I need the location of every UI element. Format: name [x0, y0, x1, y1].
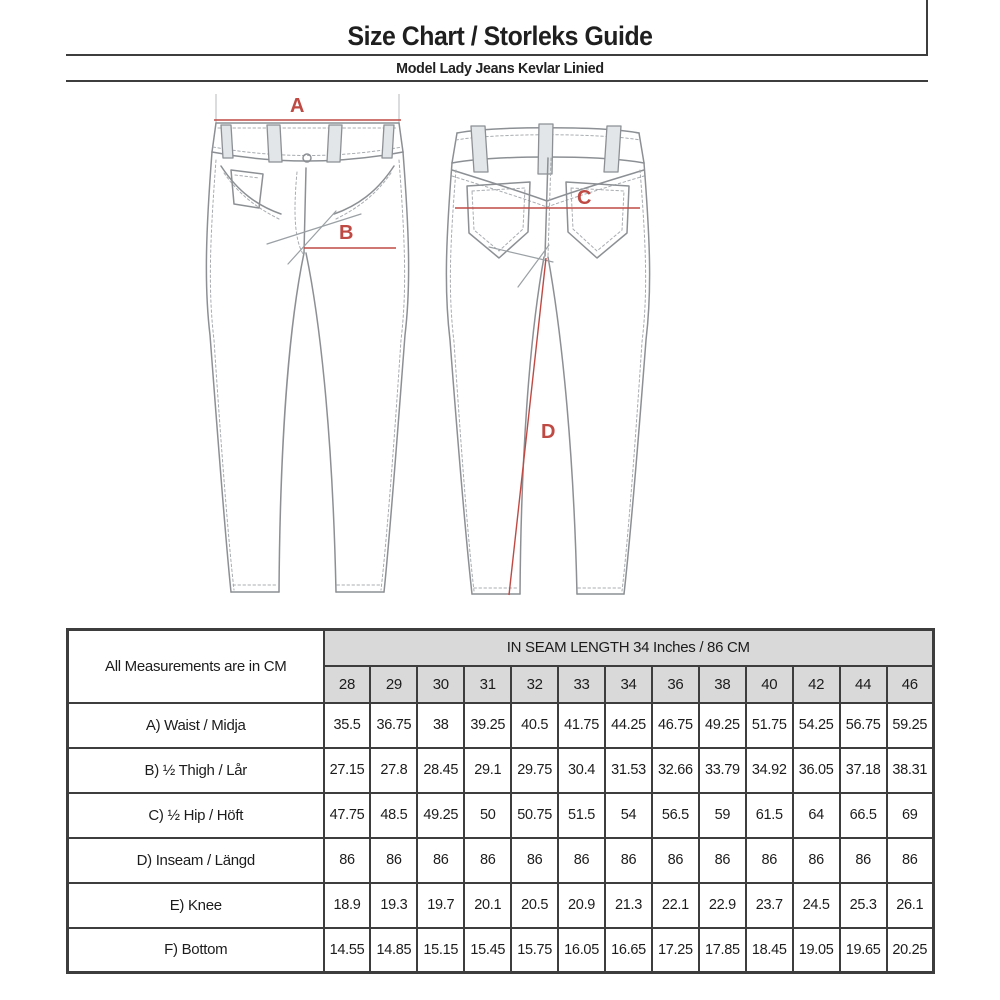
measurement-value-cell: 14.55 — [324, 928, 371, 973]
size-column-header: 38 — [699, 666, 746, 703]
measurement-value-cell: 31.53 — [605, 748, 652, 793]
page-title: Size Chart / Storleks Guide — [347, 21, 653, 51]
measurement-value-cell: 23.7 — [746, 883, 793, 928]
measurement-value-cell: 21.3 — [605, 883, 652, 928]
measurement-row-label: B) ½ Thigh / Lår — [68, 748, 324, 793]
measurement-value-cell: 86 — [887, 838, 934, 883]
measurement-value-cell: 86 — [417, 838, 464, 883]
measurement-value-cell: 32.66 — [652, 748, 699, 793]
measurement-value-cell: 86 — [699, 838, 746, 883]
measurement-value-cell: 54 — [605, 793, 652, 838]
measurement-value-cell: 54.25 — [793, 703, 840, 748]
measurement-row-label: A) Waist / Midja — [68, 703, 324, 748]
size-column-header: 46 — [887, 666, 934, 703]
measurement-unit-note: All Measurements are in CM — [68, 630, 324, 703]
size-column-header: 34 — [605, 666, 652, 703]
measurement-row-label: D) Inseam / Längd — [68, 838, 324, 883]
measurement-value-cell: 36.75 — [370, 703, 417, 748]
table-row — [68, 928, 934, 973]
measurement-value-cell: 26.1 — [887, 883, 934, 928]
measurement-value-cell: 17.85 — [699, 928, 746, 973]
measurement-value-cell: 41.75 — [558, 703, 605, 748]
measurement-value-cell: 86 — [652, 838, 699, 883]
measurement-value-cell: 28.45 — [417, 748, 464, 793]
table-header-row-inseam — [68, 630, 934, 666]
measurement-value-cell: 38 — [417, 703, 464, 748]
measurement-value-cell: 56.75 — [840, 703, 887, 748]
table-row — [68, 748, 934, 793]
size-column-header: 40 — [746, 666, 793, 703]
measurement-value-cell: 30.4 — [558, 748, 605, 793]
measurement-value-cell: 86 — [511, 838, 558, 883]
measurement-value-cell: 40.5 — [511, 703, 558, 748]
measurement-value-cell: 51.75 — [746, 703, 793, 748]
inseam-length-header: IN SEAM LENGTH 34 Inches / 86 CM — [324, 630, 934, 666]
measurement-value-cell: 86 — [793, 838, 840, 883]
subtitle-divider — [66, 80, 928, 82]
measurement-value-cell: 59.25 — [887, 703, 934, 748]
measurement-value-cell: 34.92 — [746, 748, 793, 793]
inseam-measure-line — [509, 258, 546, 595]
measurement-value-cell: 50.75 — [511, 793, 558, 838]
size-column-header: 30 — [417, 666, 464, 703]
measurement-value-cell: 86 — [370, 838, 417, 883]
measurement-row-label: E) Knee — [68, 883, 324, 928]
measurement-value-cell: 29.75 — [511, 748, 558, 793]
measurement-value-cell: 17.25 — [652, 928, 699, 973]
measurement-value-cell: 16.05 — [558, 928, 605, 973]
measurement-value-cell: 86 — [746, 838, 793, 883]
measurement-value-cell: 86 — [605, 838, 652, 883]
measurement-value-cell: 47.75 — [324, 793, 371, 838]
jeans-back-drawing — [446, 124, 649, 594]
title-divider — [66, 54, 928, 56]
measurement-value-cell: 66.5 — [840, 793, 887, 838]
jeans-front-drawing — [206, 94, 408, 592]
measurement-value-cell: 44.25 — [605, 703, 652, 748]
measurement-value-cell: 18.9 — [324, 883, 371, 928]
measurement-value-cell: 46.75 — [652, 703, 699, 748]
measurement-value-cell: 50 — [464, 793, 511, 838]
measurement-value-cell: 86 — [324, 838, 371, 883]
page-subtitle: Model Lady Jeans Kevlar Linied — [396, 60, 604, 77]
measurement-value-cell: 19.7 — [417, 883, 464, 928]
measurement-value-cell: 36.05 — [793, 748, 840, 793]
title-box-right-edge — [926, 0, 928, 56]
measurement-value-cell: 14.85 — [370, 928, 417, 973]
measurement-row-label: C) ½ Hip / Höft — [68, 793, 324, 838]
measurement-value-cell: 20.5 — [511, 883, 558, 928]
measurement-value-cell: 15.45 — [464, 928, 511, 973]
label-c-hip: C — [577, 187, 592, 209]
measurement-value-cell: 20.25 — [887, 928, 934, 973]
measurement-value-cell: 25.3 — [840, 883, 887, 928]
measurement-value-cell: 86 — [464, 838, 511, 883]
size-column-header: 42 — [793, 666, 840, 703]
table-row — [68, 838, 934, 883]
measurement-value-cell: 22.1 — [652, 883, 699, 928]
measurement-value-cell: 18.45 — [746, 928, 793, 973]
table-body — [68, 703, 934, 973]
size-column-header: 29 — [370, 666, 417, 703]
size-table — [66, 628, 935, 974]
size-column-header: 28 — [324, 666, 371, 703]
measurement-value-cell: 64 — [793, 793, 840, 838]
measurement-value-cell: 19.65 — [840, 928, 887, 973]
measurement-value-cell: 61.5 — [746, 793, 793, 838]
measurement-value-cell: 48.5 — [370, 793, 417, 838]
measurement-value-cell: 20.1 — [464, 883, 511, 928]
measurement-value-cell: 38.31 — [887, 748, 934, 793]
measurement-value-cell: 15.75 — [511, 928, 558, 973]
table-row — [68, 793, 934, 838]
size-column-header: 44 — [840, 666, 887, 703]
measurement-value-cell: 19.05 — [793, 928, 840, 973]
back-measurement-marks — [455, 187, 640, 595]
front-measurement-marks — [214, 95, 401, 248]
measurement-value-cell: 51.5 — [558, 793, 605, 838]
label-d-inseam: D — [541, 421, 556, 443]
measurement-value-cell: 20.9 — [558, 883, 605, 928]
label-a-waist: A — [290, 95, 305, 117]
measurement-value-cell: 86 — [840, 838, 887, 883]
label-b-thigh: B — [339, 222, 354, 244]
measurement-value-cell: 37.18 — [840, 748, 887, 793]
measurement-value-cell: 22.9 — [699, 883, 746, 928]
measurement-value-cell: 27.15 — [324, 748, 371, 793]
size-column-header: 36 — [652, 666, 699, 703]
measurement-value-cell: 49.25 — [417, 793, 464, 838]
measurement-value-cell: 69 — [887, 793, 934, 838]
measurement-value-cell: 29.1 — [464, 748, 511, 793]
measurement-value-cell: 27.8 — [370, 748, 417, 793]
size-column-header: 32 — [511, 666, 558, 703]
size-column-header: 33 — [558, 666, 605, 703]
measurement-value-cell: 33.79 — [699, 748, 746, 793]
measurement-value-cell: 15.15 — [417, 928, 464, 973]
jeans-button — [303, 154, 311, 162]
measurement-value-cell: 19.3 — [370, 883, 417, 928]
measurement-value-cell: 56.5 — [652, 793, 699, 838]
measurement-value-cell: 59 — [699, 793, 746, 838]
size-column-header: 31 — [464, 666, 511, 703]
table-row — [68, 703, 934, 748]
measurement-value-cell: 24.5 — [793, 883, 840, 928]
measurement-value-cell: 16.65 — [605, 928, 652, 973]
measurement-value-cell: 35.5 — [324, 703, 371, 748]
measurement-value-cell: 49.25 — [699, 703, 746, 748]
measurement-value-cell: 39.25 — [464, 703, 511, 748]
table-row — [68, 883, 934, 928]
measurement-row-label: F) Bottom — [68, 928, 324, 973]
measurement-value-cell: 86 — [558, 838, 605, 883]
